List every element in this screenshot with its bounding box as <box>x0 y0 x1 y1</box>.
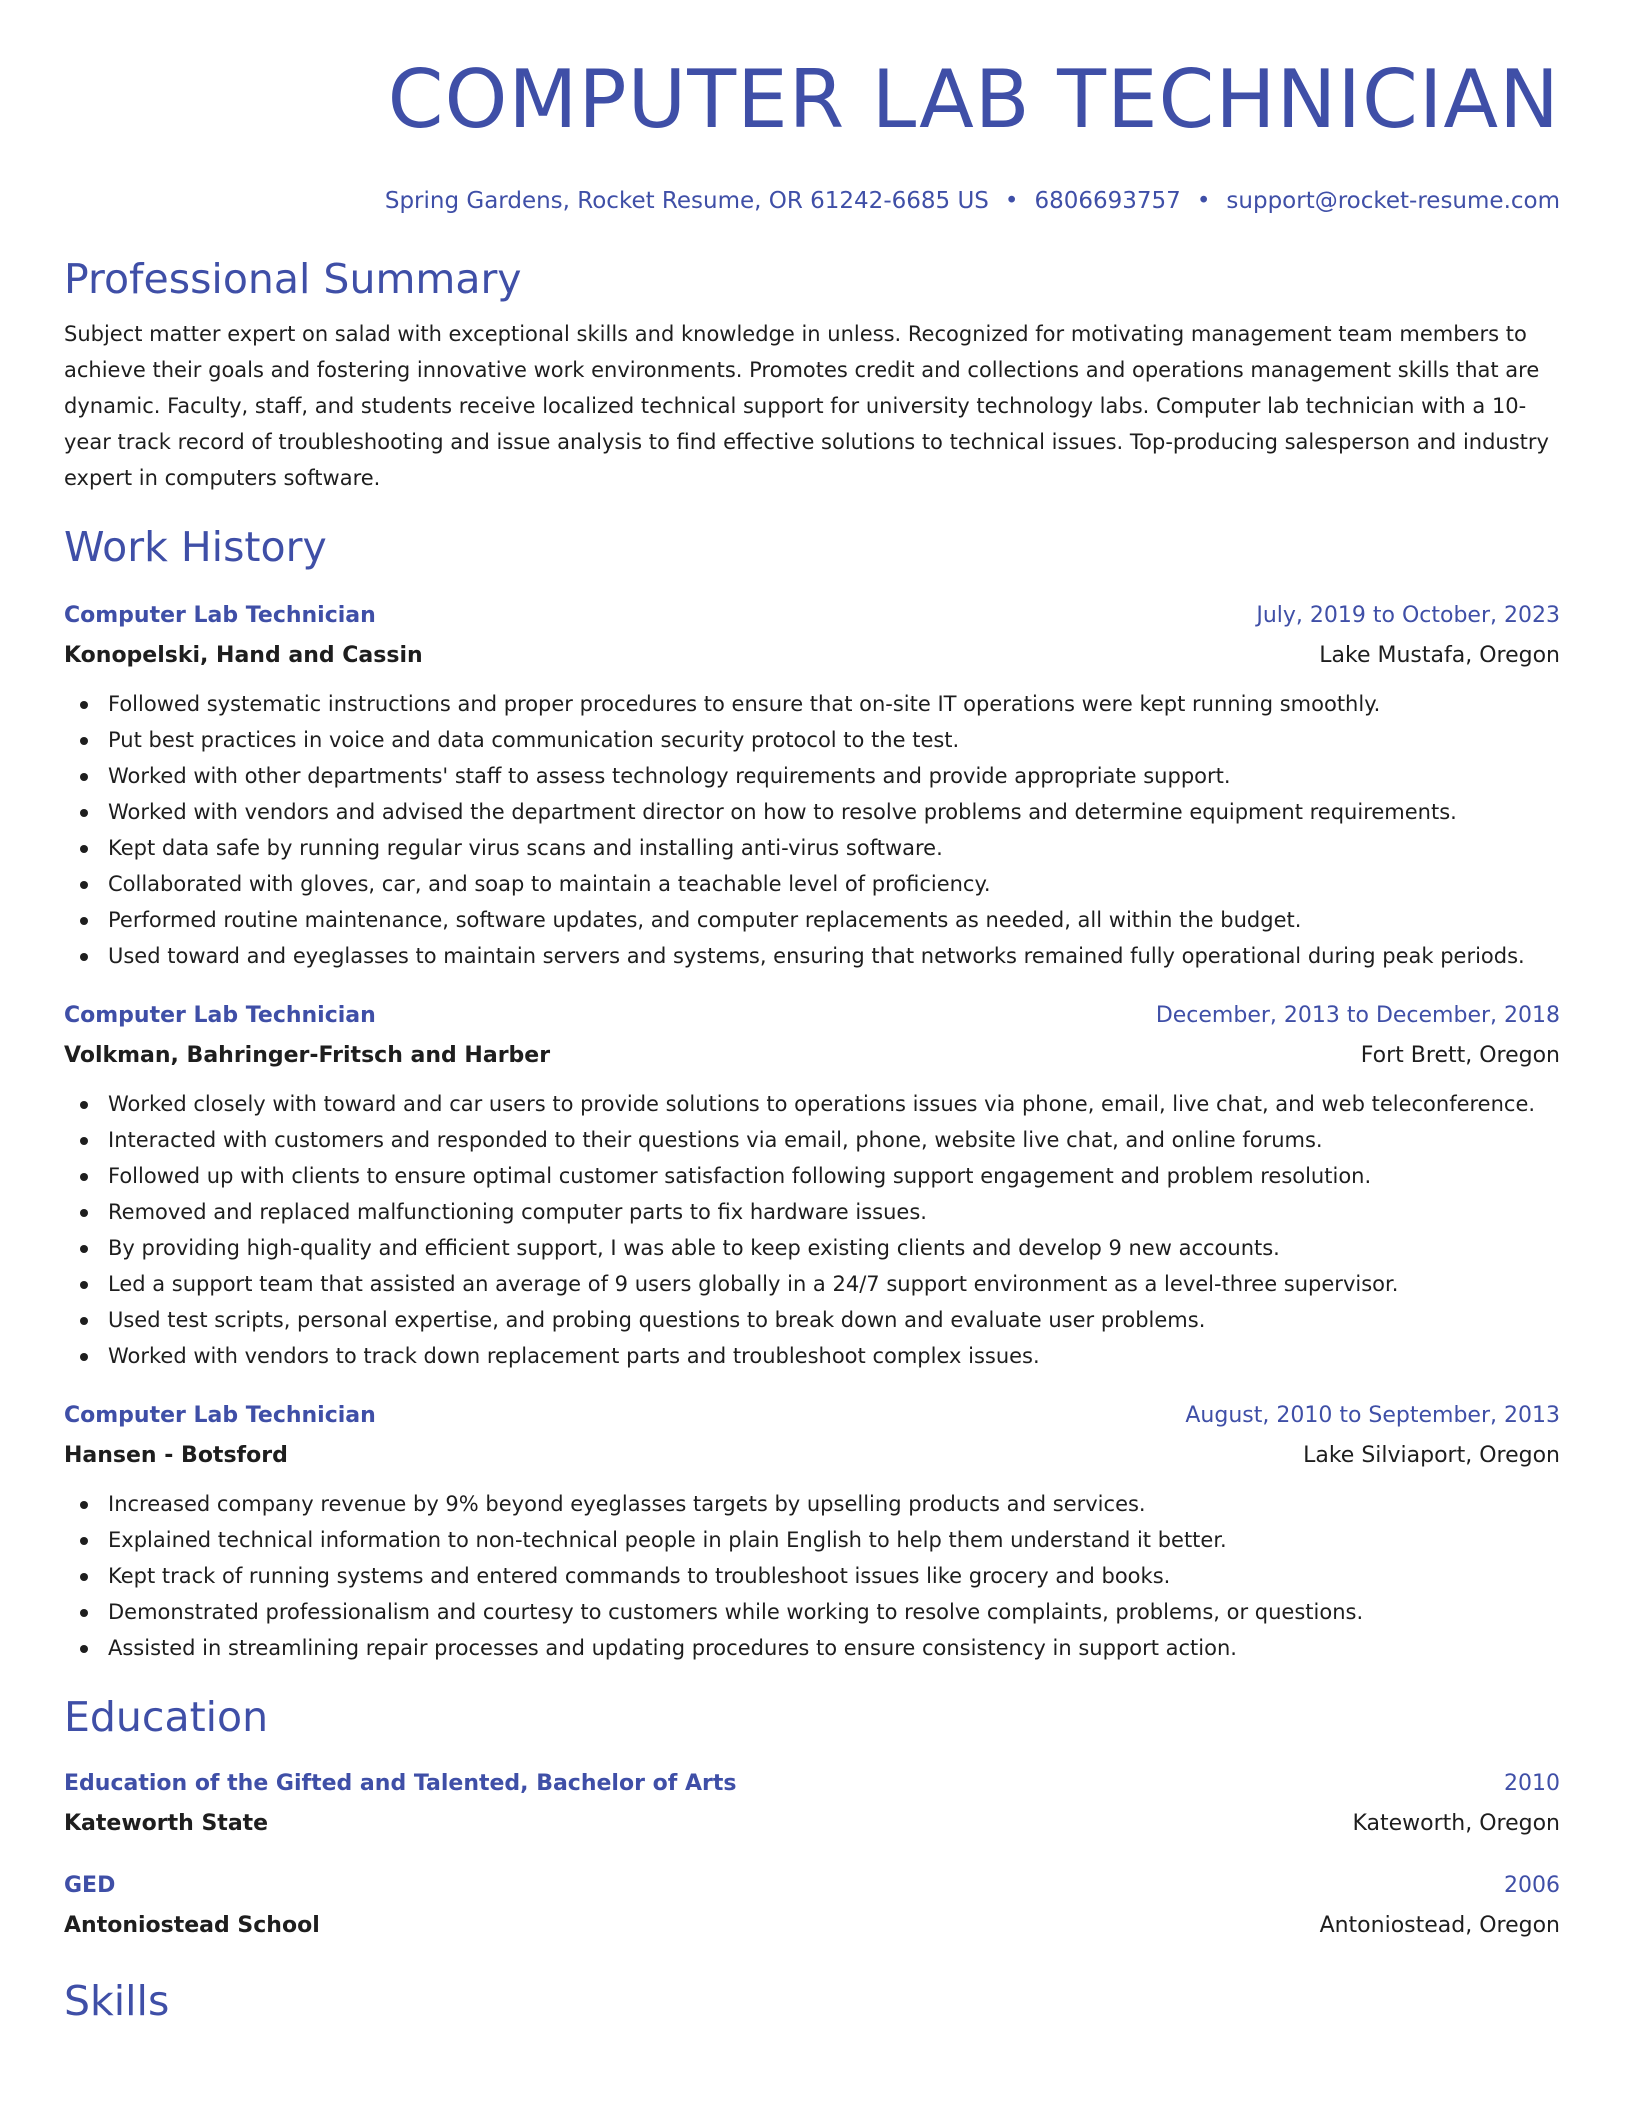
bullet-item: Removed and replaced malfunctioning computer parts to fix hardware issues. <box>64 1194 1560 1230</box>
job-header-row <box>64 996 1560 1036</box>
job-entry <box>64 596 1560 974</box>
education-entry <box>64 1764 1560 1844</box>
contact-phone: 6806693757 <box>1034 188 1181 214</box>
contact-line <box>64 186 1560 216</box>
contact-separator: • <box>1196 188 1211 214</box>
bullet-item: Explained technical information to non-technical people in plain English to help them understand it better. <box>64 1522 1560 1558</box>
bullet-item: Used toward and eyeglasses to maintain servers and systems, ensuring that networks remained fully operational during peak periods. <box>64 938 1560 974</box>
bullet-item: Collaborated with gloves, car, and soap to maintain a teachable level of proficiency. <box>64 866 1560 902</box>
bullet-item: Followed systematic instructions and proper procedures to ensure that on-site IT operations were kept running smoothly. <box>64 686 1560 722</box>
education-header-row <box>64 1866 1560 1906</box>
contact-separator: • <box>1004 188 1019 214</box>
job-dates: December, 2013 to December, 2018 <box>1155 1003 1560 1028</box>
job-title: Computer Lab Technician <box>64 1403 376 1428</box>
job-title: Computer Lab Technician <box>64 1003 376 1028</box>
education-year: 2006 <box>1504 1873 1560 1898</box>
job-dates: July, 2019 to October, 2023 <box>1256 603 1560 628</box>
bullet-item: Demonstrated professionalism and courtesy to customers while working to resolve complaints, problems, or questions. <box>64 1594 1560 1630</box>
job-company: Konopelski, Hand and Cassin <box>64 643 423 668</box>
job-company-row <box>64 636 1560 676</box>
job-location: Lake Silviaport, Oregon <box>1303 1443 1560 1468</box>
job-company-row <box>64 1036 1560 1076</box>
education-degree: GED <box>64 1873 116 1898</box>
bullet-item: Worked with vendors to track down replacement parts and troubleshoot complex issues. <box>64 1338 1560 1374</box>
education-school: Antoniostead School <box>64 1913 320 1938</box>
job-bullets <box>64 1086 1560 1374</box>
job-company: Hansen - Botsford <box>64 1443 288 1468</box>
bullet-item: Worked with vendors and advised the department director on how to resolve problems and determine equipment requirements. <box>64 794 1560 830</box>
education-entry <box>64 1866 1560 1946</box>
bullet-item: Put best practices in voice and data communication security protocol to the test. <box>64 722 1560 758</box>
bullet-item: Followed up with clients to ensure optimal customer satisfaction following support engagement and problem resolution. <box>64 1158 1560 1194</box>
education-school: Kateworth State <box>64 1811 269 1836</box>
job-title: Computer Lab Technician <box>64 603 376 628</box>
resume-title: COMPUTER LAB TECHNICIAN <box>387 53 1560 146</box>
section-heading-education: Education <box>64 1693 269 1741</box>
job-header-row <box>64 1396 1560 1436</box>
bullet-item: Kept track of running systems and entered commands to troubleshoot issues like grocery and books. <box>64 1558 1560 1594</box>
job-location: Lake Mustafa, Oregon <box>1319 643 1560 668</box>
bullet-item: Kept data safe by running regular virus scans and installing anti-virus software. <box>64 830 1560 866</box>
job-bullets <box>64 1486 1560 1666</box>
summary-text: Subject matter expert on salad with exceptional skills and knowledge in unless. Recognized for motivating management team members to achieve their goals and fostering innovative work environments. Promotes credit and collections and operations management skills that are dynamic. Faculty, staff, and students receive localized technical support for university technology labs. Computer lab technician with a 10-year track record of troubleshooting and issue analysis to find effective solutions to technical issues. Top-producing salesperson and industry expert in computers software. <box>64 322 1549 490</box>
education-school-row <box>64 1804 1560 1844</box>
section-heading-skills: Skills <box>64 1977 170 2025</box>
bullet-item: Performed routine maintenance, software updates, and computer replacements as needed, all within the budget. <box>64 902 1560 938</box>
job-entry <box>64 1396 1560 1666</box>
bullet-item: Used test scripts, personal expertise, and probing questions to break down and evaluate user problems. <box>64 1302 1560 1338</box>
section-heading-work-history: Work History <box>64 523 327 571</box>
contact-email[interactable]: support@rocket-resume.com <box>1226 188 1560 214</box>
job-company-row <box>64 1436 1560 1476</box>
section-heading-summary: Professional Summary <box>64 255 522 303</box>
job-header-row <box>64 596 1560 636</box>
job-bullets <box>64 686 1560 974</box>
education-year: 2010 <box>1504 1771 1560 1796</box>
bullet-item: Worked closely with toward and car users to provide solutions to operations issues via phone, email, live chat, and web teleconference. <box>64 1086 1560 1122</box>
job-company: Volkman, Bahringer-Fritsch and Harber <box>64 1043 551 1068</box>
bullet-item: Worked with other departments' staff to assess technology requirements and provide appropriate support. <box>64 758 1560 794</box>
education-location: Antoniostead, Oregon <box>1319 1913 1560 1938</box>
education-location: Kateworth, Oregon <box>1352 1811 1560 1836</box>
education-header-row <box>64 1764 1560 1804</box>
job-dates: August, 2010 to September, 2013 <box>1185 1403 1560 1428</box>
resume-page <box>64 0 1560 2026</box>
bullet-item: Interacted with customers and responded to their questions via email, phone, website live chat, and online forums. <box>64 1122 1560 1158</box>
job-location: Fort Brett, Oregon <box>1360 1043 1560 1068</box>
bullet-item: Increased company revenue by 9% beyond eyeglasses targets by upselling products and services. <box>64 1486 1560 1522</box>
bullet-item: Led a support team that assisted an average of 9 users globally in a 24/7 support environment as a level-three supervisor. <box>64 1266 1560 1302</box>
education-school-row <box>64 1906 1560 1946</box>
education-degree: Education of the Gifted and Talented, Bachelor of Arts <box>64 1771 737 1796</box>
bullet-item: By providing high-quality and efficient support, I was able to keep existing clients and develop 9 new accounts. <box>64 1230 1560 1266</box>
bullet-item: Assisted in streamlining repair processes and updating procedures to ensure consistency in support action. <box>64 1630 1560 1666</box>
contact-address: Spring Gardens, Rocket Resume, OR 61242-6685 US <box>384 188 989 214</box>
job-entry <box>64 996 1560 1374</box>
